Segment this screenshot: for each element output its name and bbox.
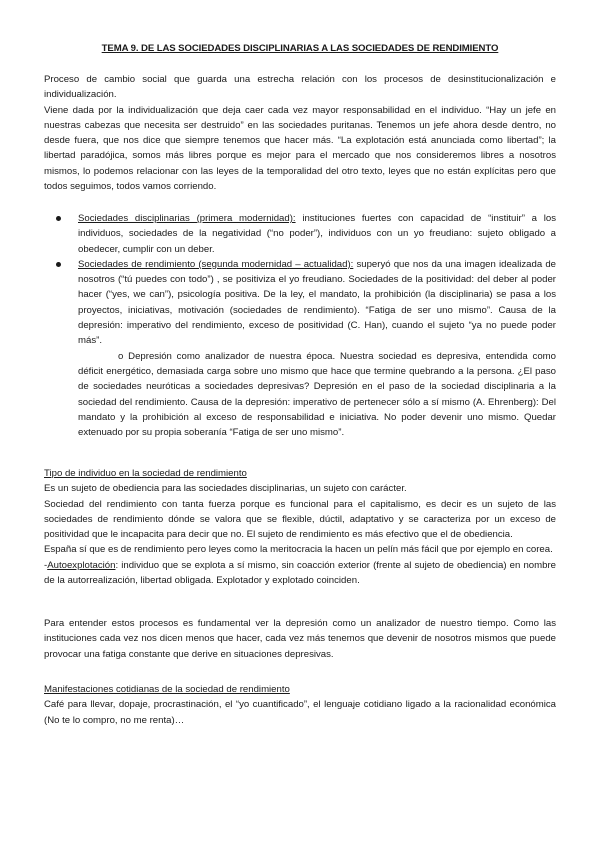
intro-paragraph-1: Proceso de cambio social que guarda una estrecha relación con los procesos de desinstitucionalización e individualización.	[44, 74, 556, 101]
sub-point	[44, 349, 556, 441]
bullet-list	[44, 211, 556, 349]
intro-paragraph-2: Viene dada por la individualización que deja caer cada vez mayor responsabilidad en el individuo. “Hay un jefe en nuestras cabezas que necesita ser destruido” en las sociedades puritanas. Tenemos un jefe ahora desde dentro, no desde fuera, que nos dice que siempre tenemos que hacer más. “La explotación está anunciada como libertad”; la libertad paradójica, somos más libres porque es mejor para el mercado que nos consideremos libres a nosotros mismos, lo podemos relacionar con las leyes de la temporalidad del otro texto, leyes que no están explícitas pero que todos seguimos, todos vamos corriendo.	[44, 104, 556, 193]
manifestations-section	[44, 682, 556, 728]
autoexplotacion-term: Autoexplotación	[47, 559, 116, 571]
list-item	[44, 257, 556, 349]
bullet-text: instituciones fuertes con capacidad de “instituir” a los individuos, sociedades de la negatividad (“no poder”), individuos con un yo freudiano: sujeto obligado a obedecer, cumplir con un deber.	[78, 213, 557, 255]
bullet-list-section	[44, 211, 556, 440]
manifestations-paragraph: Café para llevar, dopaje, procrastinación, el “yo cuantificado”, el lenguaje cotidiano ligado a la racionalidad económica (No te lo compro, no me renta)…	[44, 699, 556, 726]
individual-paragraph-1: Es un sujeto de obediencia para las sociedades disciplinarias, un sujeto con carácter.	[44, 483, 407, 495]
section-heading-individual-type: Tipo de individuo en la sociedad de rendimiento	[44, 468, 247, 479]
section-heading-manifestations: Manifestaciones cotidianas de la sociedad de rendimiento	[44, 684, 290, 695]
dash-prefix: -	[44, 559, 48, 571]
list-item	[44, 211, 556, 257]
depression-section	[44, 616, 556, 662]
intro-section	[44, 72, 556, 194]
autoexplotacion-paragraph	[44, 558, 556, 589]
bullet-icon	[56, 216, 61, 221]
individual-paragraph-2: Sociedad del rendimiento con tanta fuerza porque es funcional para el capitalismo, es decir es un sujeto de las sociedades de rendimiento dónde se valora que se flexible, dúctil, adaptativo y se caracteriza por un exceso de positividad que le incapacita para decir que no. El sujeto de rendimiento es más efectivo que el de obediencia.	[44, 498, 556, 541]
bullet-icon	[56, 262, 61, 267]
page-title: TEMA 9. DE LAS SOCIEDADES DISCIPLINARIAS A LAS SOCIEDADES DE RENDIMIENTO	[101, 43, 499, 54]
bullet-text: superyó que nos da una imagen idealizada de nosotros (“tú puedes con todo”) , se positiviza el yo freudiano. Sociedades de la positividad: del deber al poder hacer (“yes, we can”), psicología positiva. De la ley, el mandato, la prohibición (la disciplinaria) se pasa a los proyectos, iniciativas, motivación (sociedades de rendimiento). “Fatiga de ser uno mismo”. Causa de la depresión: imperativo del rendimiento, exceso de positividad (C. Han), cuando el sujeto “ya no puede poder más”.	[78, 258, 556, 347]
depression-paragraph: Para entender estos procesos es fundamental ver la depresión como un analizador de nuestro tiempo. Como las instituciones cada vez nos dicen menos que hacer, cada vez más tenemos que devenir de nosotros mismos que puede provocar una fatiga constante que derive en situaciones depresivas.	[44, 618, 556, 660]
autoexplotacion-text: : individuo que se explota a sí mismo, sin coacción exterior (frente al sujeto de obediencia) en nombre de la autorrealización, libertad obligada. Explotador y explotado coinciden.	[44, 559, 556, 587]
sub-paragraph: o Depresión como analizador de nuestra época. Nuestra sociedad es depresiva, entendida como déficit energético, demasiada carga sobre uno mismo que hace que termine quebrando a la persona. ¿El paso de sociedades neuróticas a sociedades depresivas? Depresión en el paso de la sociedad disciplinaria a la sociedad del rendimiento. Causa de la depresión: imperativo de pertenecer sólo a sí mismo (A. Ehrenberg): Del mandato y la prohibición al exceso de responsabilidad e iniciativa. No poder devenir uno mismo. Quedar extenuado por su propia soberanía “Fatiga de ser uno mismo”.	[78, 350, 556, 439]
bullet-term: Sociedades disciplinarias (primera modernidad):	[78, 213, 296, 224]
individual-paragraph-3: España sí que es de rendimiento pero leyes como la meritocracia la hacen un pelín más fácil que por ejemplo en corea.	[44, 544, 553, 556]
bullet-term: Sociedades de rendimiento (segunda modernidad – actualidad):	[78, 258, 354, 270]
individual-type-section	[44, 466, 556, 588]
